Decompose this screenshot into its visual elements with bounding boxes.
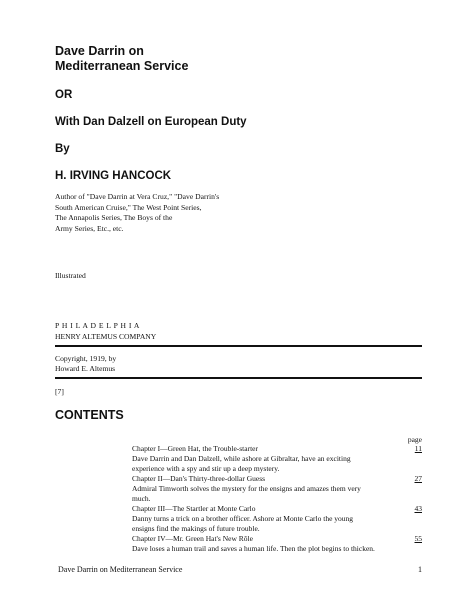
chapter-summary: experience with a spy and stir up a deep mystery.: [132, 464, 280, 473]
chapter-title-link[interactable]: Chapter I—Green Hat, the Trouble-starter: [132, 444, 259, 453]
contents-heading: CONTENTS: [55, 408, 124, 422]
credit-line: South American Cruise," The West Point Series,: [55, 202, 202, 212]
title-or: OR: [55, 89, 73, 101]
footer-page-number: 1: [418, 565, 422, 574]
book-title-line-1: Dave Darrin on: [55, 44, 144, 58]
chapter-summary: Admiral Timworth solves the mystery for the ensigns and amazes them very: [132, 484, 361, 493]
copyright-divider: [55, 377, 422, 379]
copyright-line-1: Copyright, 1919, by: [55, 354, 117, 363]
chapter-summary: much.: [132, 494, 151, 503]
book-subtitle: With Dan Dalzell on European Duty: [55, 116, 247, 128]
publisher-city: P H I L A D E L P H I A: [55, 321, 140, 330]
publisher-name: HENRY ALTEMUS COMPANY: [55, 332, 157, 341]
chapter-title-link[interactable]: Chapter IV—Mr. Green Hat's New Rôle: [132, 534, 253, 543]
chapter-summary: Dave Darrin and Dan Dalzell, while ashore at Gibraltar, have an exciting: [132, 454, 351, 463]
chapter-summary: ensigns find the makings of future trouble.: [132, 524, 260, 533]
chapter-page-link[interactable]: 43: [414, 504, 422, 513]
author-credits: [55, 192, 219, 234]
illustrated-note: Illustrated: [55, 271, 86, 280]
chapter-page-link[interactable]: 11: [414, 444, 422, 453]
book-title-line-2: Mediterranean Service: [55, 59, 189, 73]
chapter-page-link[interactable]: 55: [414, 534, 422, 543]
footer-title: Dave Darrin on Mediterranean Service: [58, 565, 183, 574]
credit-line: The Annapolis Series, The Boys of the: [55, 213, 173, 222]
author-name: H. IRVING HANCOCK: [55, 170, 172, 182]
publisher-divider: [55, 345, 422, 347]
page-column-label: page: [407, 435, 422, 444]
chapter-page-link[interactable]: 27: [414, 474, 422, 483]
credit-line: Army Series, Etc., etc.: [55, 223, 124, 233]
chapter-summary: Danny turns a trick on a brother officer. Ashore at Monte Carlo the young: [132, 514, 354, 523]
chapter-title-link[interactable]: Chapter II—Dan's Thirty-three-dollar Guess: [132, 474, 266, 483]
page-marker: [7]: [55, 387, 64, 396]
chapter-summary: Dave loses a human trail and saves a human life. Then the plot begins to thicken.: [132, 544, 375, 553]
chapter-title-link[interactable]: Chapter III—The Startler at Monte Carlo: [132, 504, 256, 513]
copyright-line-2: Howard E. Altemus: [55, 364, 116, 373]
title-by: By: [55, 143, 70, 155]
credit-line: Author of "Dave Darrin at Vera Cruz," "Dave Darrin's: [55, 192, 220, 201]
